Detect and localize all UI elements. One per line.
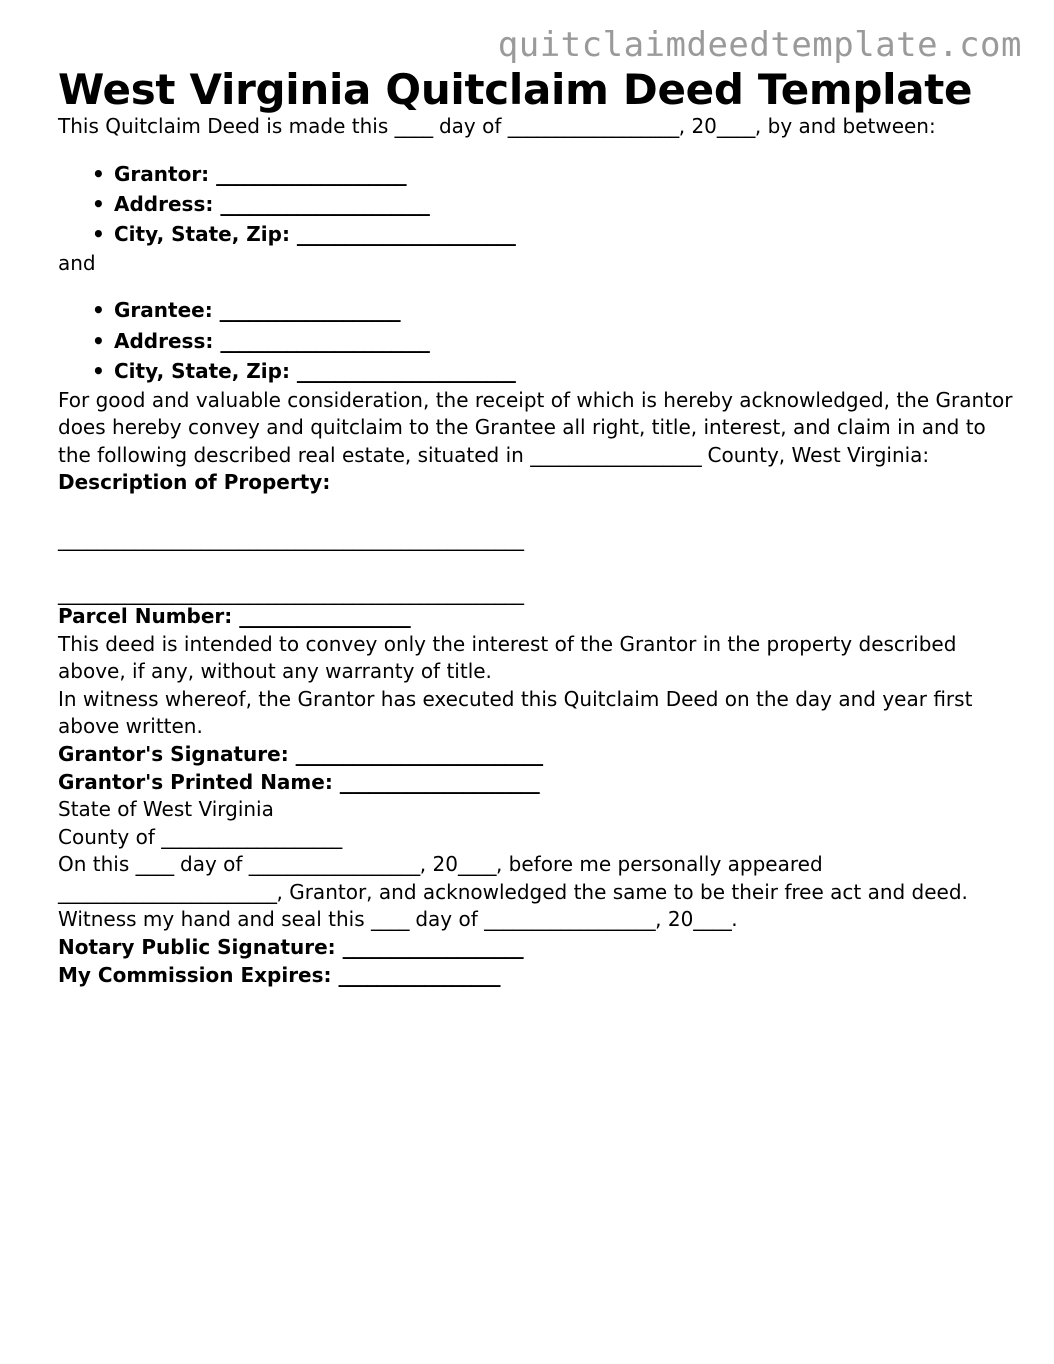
notary-signature-label: Notary Public Signature: (58, 935, 343, 960)
seal-day-blank: ____ (370, 907, 409, 932)
intent-paragraph: This deed is intended to convey only the interest of the Grantor in the property described above, if any, without any warranty of title. (58, 631, 957, 684)
consideration-text-1: For good and valuable consideration, the receipt of which is hereby acknowledged, the Grantor does hereby convey and quitclaim to the Grantee all right, title, interest, and claim in and to the following described real estate, situated in (58, 387, 1013, 467)
intro-paragraph (58, 113, 1022, 141)
grantor-city-state-zip-blank: _______________________ (296, 222, 516, 247)
ack-day-blank: ____ (135, 852, 174, 877)
intro-day-blank: ____ (394, 114, 433, 139)
grantor-blank: ____________________ (216, 161, 407, 186)
grantor-signature-blank: __________________________ (295, 741, 543, 766)
grantor-printed-name-label: Grantor's Printed Name: (58, 769, 340, 794)
notary-signature-blank: ___________________ (342, 935, 524, 960)
ack-text-4: , before me personally appeared (495, 852, 823, 877)
county-label: County of (58, 824, 162, 849)
intro-text-3: , 20 (678, 114, 717, 139)
description-blank-line-1: _________________________________________________ (58, 526, 524, 551)
grantee-fields-list (58, 295, 1022, 386)
seal-text-3: , 20 (655, 907, 694, 932)
grantor-printed-name-field (58, 769, 1022, 797)
consideration-paragraph (58, 387, 1022, 470)
grantor-printed-name-blank: _____________________ (339, 769, 540, 794)
notary-signature-field (58, 934, 1022, 962)
grantor-label: Grantor: (114, 161, 217, 186)
seal-text-4: . (731, 907, 738, 932)
description-blank-line-2: _________________________________________________ (58, 580, 524, 605)
grantor-signature-label: Grantor's Signature: (58, 741, 296, 766)
seal-month-blank: __________________ (484, 907, 656, 932)
list-item (114, 159, 1022, 189)
seal-text-1: Witness my hand and seal this (58, 907, 371, 932)
intro-text-2: day of (432, 114, 508, 139)
grantee-address-blank: ______________________ (220, 328, 430, 353)
page-title: West Virginia Quitclaim Deed Template (58, 65, 973, 114)
grantor-fields-list (58, 159, 1022, 250)
list-item (114, 189, 1022, 219)
county-line (58, 824, 1022, 852)
seal-year-blank: ____ (693, 907, 732, 932)
list-item (114, 326, 1022, 356)
seal-text-2: day of (408, 907, 485, 932)
seal-line (58, 906, 1022, 934)
grantor-signature-field (58, 741, 1022, 769)
ack-text-2: day of (173, 852, 249, 877)
list-item (114, 219, 1022, 249)
grantee-blank: ___________________ (219, 298, 401, 323)
grantee-city-state-zip-blank: _______________________ (296, 359, 516, 384)
and-connector: and (58, 250, 96, 275)
intro-year-blank: ____ (716, 114, 755, 139)
list-item (114, 356, 1022, 386)
parcel-number-blank: __________________ (239, 603, 411, 628)
grantor-address-blank: ______________________ (220, 192, 430, 217)
parcel-number-label: Parcel Number: (58, 603, 240, 628)
parcel-number-field (58, 603, 1022, 631)
commission-expires-blank: _________________ (338, 962, 500, 987)
witness-paragraph: In witness whereof, the Grantor has executed this Quitclaim Deed on the day and year first above written. (58, 686, 973, 739)
grantee-label: Grantee: (114, 298, 220, 323)
ack-text-1: On this (58, 852, 136, 877)
grantor-address-label: Address: (114, 192, 221, 217)
acknowledgment-paragraph (58, 851, 1022, 906)
grantor-city-state-zip-label: City, State, Zip: (114, 222, 297, 247)
consideration-text-2: County, West Virginia: (701, 442, 930, 467)
ack-text-5: , Grantor, and acknowledged the same to be their free act and deed. (276, 879, 968, 904)
intro-month-blank: __________________ (507, 114, 679, 139)
commission-expires-field (58, 962, 1022, 990)
grantee-address-label: Address: (114, 328, 221, 353)
county-blank: ___________________ (161, 824, 342, 849)
ack-grantor-name-blank: _______________________ (58, 879, 277, 904)
list-item (114, 295, 1022, 325)
grantee-city-state-zip-label: City, State, Zip: (114, 359, 297, 384)
state-line: State of West Virginia (58, 797, 274, 822)
intro-text-4: , by and between: (754, 114, 936, 139)
ack-year-blank: ____ (457, 852, 496, 877)
site-watermark: quitclaimdeedtemplate.com (497, 25, 1022, 65)
commission-expires-label: My Commission Expires: (58, 962, 339, 987)
ack-month-blank: __________________ (248, 852, 420, 877)
intro-text-1: This Quitclaim Deed is made this (58, 114, 395, 139)
consideration-county-blank: __________________ (530, 442, 702, 467)
ack-text-3: , 20 (419, 852, 458, 877)
description-of-property-heading: Description of Property: (58, 470, 331, 495)
